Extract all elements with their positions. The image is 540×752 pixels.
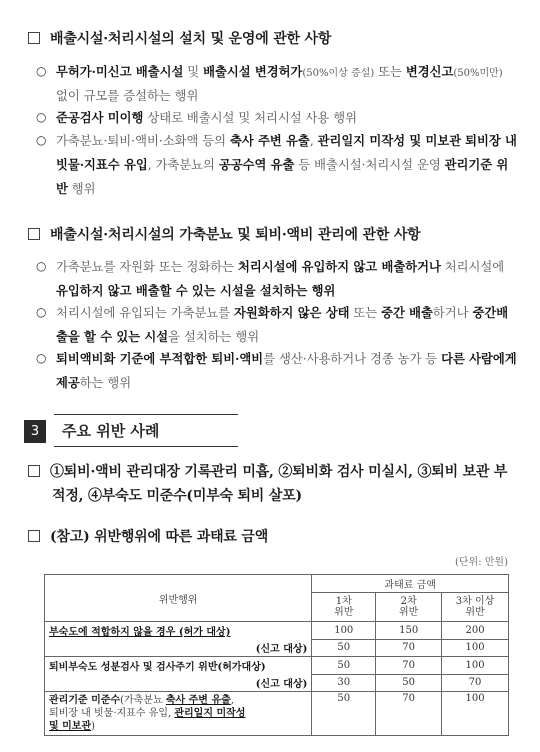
table-row — [45, 674, 509, 692]
text-run: 처리시설에 유입하지 않고 배출하거나 — [237, 259, 441, 274]
table-row — [45, 639, 509, 657]
text-run: 상태로 배출시설 및 처리시설 사용 행위 — [143, 111, 357, 125]
checkbox-square-icon — [28, 32, 40, 44]
text-run: 다른 사람에게 제공 — [56, 351, 517, 390]
checkbox-square-icon — [28, 530, 40, 542]
text-run: 및 — [183, 65, 204, 79]
row-label — [45, 657, 312, 675]
table-cell: 30 — [312, 674, 376, 692]
text-run: 가축분뇨·퇴비·액비·소화액 등의 — [56, 134, 230, 148]
list-item — [36, 255, 518, 303]
circle-bullet-icon: ○ — [36, 133, 47, 147]
table-cell: 50 — [312, 692, 376, 736]
row-label — [45, 639, 312, 657]
list-item — [36, 60, 518, 108]
text-run: 처리시설에 유입되는 가축분뇨를 — [56, 306, 235, 320]
text-run: 또는 — [374, 65, 406, 79]
circle-bullet-icon: ○ — [36, 64, 47, 78]
text-run — [36, 129, 518, 201]
text-run: 자원화하지 않은 상태 — [234, 305, 350, 320]
unit-label: (단위: 만원) — [455, 557, 508, 568]
table-cell: 70 — [376, 657, 442, 675]
header-third: 3차 이상 위반 — [442, 593, 509, 622]
section-heading-facilities — [28, 28, 520, 48]
text-run: 공공수역 유출 — [218, 157, 295, 172]
text-run: (가축분뇨 — [120, 695, 166, 706]
text-run: 퇴비액비화 기준에 부적합한 퇴비·액비 — [56, 351, 264, 366]
text-run: 퇴비장 내 빗물·지표수 유입 — [56, 133, 517, 172]
text-run: 준공검사 미이행 — [56, 110, 144, 125]
title-bottom-rule — [54, 446, 238, 447]
header-violation: 위반행위 — [45, 575, 312, 622]
list-item — [36, 347, 518, 395]
text-run: 부숙도에 적합하지 않을 경우 (허가 대상) — [49, 627, 231, 638]
text-run: 행위 — [67, 182, 96, 196]
section-heading-fines — [28, 526, 520, 546]
text-run: 중간배출을 할 수 있는 시설 — [56, 305, 509, 344]
text-run — [36, 347, 518, 395]
text-run: 변경신고 — [405, 64, 454, 79]
text-run: (신고 대상) — [255, 644, 308, 655]
text-run: ) — [91, 721, 96, 732]
table-row — [45, 692, 509, 736]
circle-bullet-icon: ○ — [36, 259, 47, 273]
text-run: 를 생산·사용하거나 경종 농가 등 — [263, 352, 442, 366]
text-run: 배출시설 변경허가 — [203, 64, 303, 79]
text-run: 등 배출시설·처리시설 운영 — [294, 158, 445, 172]
table-cell: 50 — [376, 674, 442, 692]
text-run — [36, 60, 518, 108]
table-cell: 100 — [442, 657, 509, 675]
text-run: (50%미만) — [453, 68, 503, 79]
list-item — [36, 301, 518, 349]
text-run: , 가축분뇨의 — [147, 158, 219, 172]
table-cell: 100 — [442, 692, 509, 736]
table-cell: 70 — [376, 692, 442, 736]
table-cell: 50 — [312, 639, 376, 657]
text-run: 중간 배출 — [381, 305, 433, 320]
text-run: 관리기준 위반 — [56, 157, 509, 196]
text-run: 가축분뇨를 자원화 또는 정화하는 — [56, 260, 238, 274]
section-title-violations: 주요 위반 사례 — [62, 422, 160, 440]
checkbox-square-icon — [28, 465, 40, 477]
circle-bullet-icon: ○ — [36, 110, 47, 124]
text-run: 배출시설·처리시설의 가축분뇨 및 퇴비·액비 관리에 관한 사항 — [50, 227, 421, 243]
row-label — [45, 622, 312, 640]
table-cell: 200 — [442, 622, 509, 640]
table-row — [45, 622, 509, 640]
header-second: 2차 위반 — [376, 593, 442, 622]
table-cell: 100 — [312, 622, 376, 640]
text-run: 무허가·미신고 배출시설 — [56, 64, 184, 79]
row-label — [45, 692, 312, 736]
table-cell: 100 — [442, 639, 509, 657]
text-run: (참고) 위반행위에 따른 과태료 금액 — [50, 529, 269, 545]
text-run: 관리일지 미작성 — [174, 708, 246, 719]
header-first: 1차 위반 — [312, 593, 376, 622]
text-run: 및 미보관 — [49, 721, 92, 732]
text-run — [36, 301, 518, 349]
text-run: 또는 — [349, 306, 382, 320]
table-cell: 150 — [376, 622, 442, 640]
violation-cases — [28, 460, 520, 508]
text-run: ①퇴비·액비 관리대장 기록관리 미흡, ②퇴비화 검사 미실시, ③퇴비 보관 부적정, ④부숙도 미준수(미부숙 퇴비 살포) — [50, 464, 508, 504]
table-cell: 70 — [442, 674, 509, 692]
text-run: 배출시설·처리시설의 설치 및 운영에 관한 사항 — [50, 31, 332, 47]
text-run: 처리시설에 — [440, 260, 505, 274]
title-top-rule — [54, 414, 238, 415]
text-run: 관리일지 미작성 및 미보관 — [317, 133, 462, 148]
fine-table — [44, 574, 509, 736]
section-heading-manure — [28, 224, 520, 244]
section-number-badge: 3 — [24, 420, 46, 443]
text-run: 축사 주변 유출 — [229, 133, 310, 148]
text-run: 없이 규모를 증설하는 행위 — [56, 89, 199, 103]
checkbox-square-icon — [28, 228, 40, 240]
row-label — [45, 674, 312, 692]
circle-bullet-icon: ○ — [36, 351, 47, 365]
list-item — [36, 106, 518, 130]
text-run — [36, 255, 518, 303]
text-run: , — [230, 695, 234, 706]
text-run: 유입하지 않고 배출할 수 있는 시설을 설치하는 행위 — [56, 283, 336, 298]
text-run: 하는 행위 — [79, 376, 132, 390]
table-header-row — [45, 575, 509, 593]
table-cell: 70 — [376, 639, 442, 657]
text-run: 관리기준 미준수 — [49, 695, 121, 706]
header-fine: 과태료 금액 — [312, 575, 509, 593]
table-row — [45, 657, 509, 675]
text-run: (신고 대상) — [255, 679, 308, 690]
table-cell: 50 — [312, 657, 376, 675]
text-run: 을 설치하는 행위 — [168, 330, 260, 344]
text-run: , — [309, 134, 318, 148]
list-item — [36, 129, 518, 201]
text-run: 하거나 — [432, 306, 473, 320]
text-run: 퇴비부숙도 성분검사 및 검사주기 위반(허가대상) — [49, 662, 266, 673]
text-run: (50%이상 증설) — [302, 68, 375, 79]
circle-bullet-icon: ○ — [36, 305, 47, 319]
text-run: 퇴비장 내 빗물·지표수 유입, — [49, 708, 175, 719]
text-run — [36, 106, 518, 130]
text-run: 축사 주변 유출 — [165, 695, 231, 706]
